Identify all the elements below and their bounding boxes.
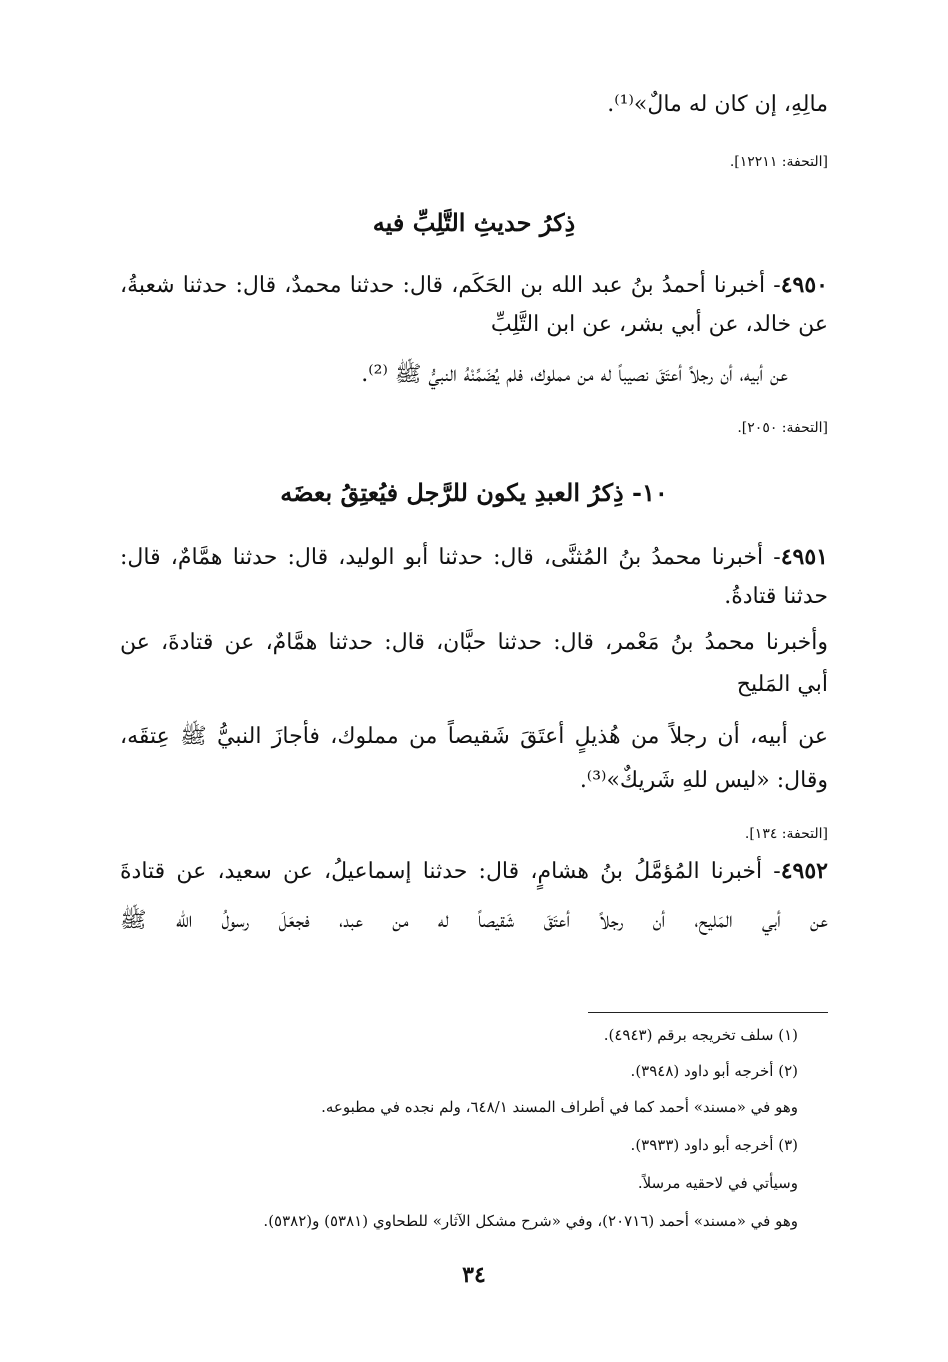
hadith-4951-line-1: [120, 544, 828, 570]
hadith-4951-line-4: أبي المَليح: [736, 672, 828, 697]
hadith-4952-line-2: عن أبي المَليح، أن رجلاً أعتَقَ شَقيصاً له من عبد، فجعَلَ رسولُ الله ﷺ: [120, 908, 828, 933]
hadith-text: - أخبرنا المُؤمَّلُ بنُ هشامٍ، قال: حدثنا إسماعيلُ، عن سعيد، عن قتادةَ: [120, 859, 781, 884]
hadith-number: ٤٩٥٠: [780, 272, 828, 298]
hadith-4950-line-1: [120, 272, 828, 298]
tuhfa-reference: [التحفة: ١٣٤].: [744, 826, 828, 842]
hadith-4951-line-5: عن أبيه، أن رجلاً من هُذيلٍ أعتَقَ شَقيصاً من مملوك، فأجازَ النبيُّ ﷺ عِتقَه،: [120, 724, 828, 749]
footnote-2: (٢) أخرجه أبو داود (٣٩٤٨).: [630, 1062, 798, 1080]
footnote-3-continued-2: وهو في «مسند» أحمد (٢٠٧١٦)، وفي «شرح مشكل الآثار» للطحاوي (٥٣٨١) و(٥٣٨٢).: [263, 1212, 798, 1230]
hadith-4950-line-2: عن خالد، عن أبي بشر، عن ابن التَّلِبِّ: [490, 312, 828, 337]
hadith-text: - أخبرنا محمدُ بنُ المُثنَّى، قال: حدثنا أبو الوليد، قال: حدثنا همَّامٌ، قال:: [120, 545, 781, 570]
hadith-4951-line-6: وقال: «ليس للهِ شَريكٌ»⁽³⁾.: [579, 768, 828, 793]
hadith-4951-line-3: وأخبرنا محمدُ بنُ مَعْمر، قال: حدثنا حبَّان، قال: حدثنا همَّامٌ، عن قتادةَ، عن: [120, 630, 828, 655]
footnote-3-continued: وسيأتي في لاحقيه مرسلاً.: [637, 1174, 798, 1192]
footnote-3: (٣) أخرجه أبو داود (٣٩٣٣).: [630, 1136, 798, 1154]
tuhfa-reference: [التحفة: ٢٠٥٠].: [737, 420, 828, 436]
page-number: ٣٤: [462, 1262, 486, 1288]
hadith-4950-line-3: عن أبيه، أن رجلاً أعتَقَ نصيباً له من مملوك، فلم يُضَمِّنْهُ النبيُّ ﷺ ⁽²⁾.: [361, 362, 788, 387]
footnote-1: (١) سلف تخريجه برقم (٤٩٤٣).: [603, 1026, 798, 1044]
tuhfa-reference: [التحفة: ١٢٢١١].: [729, 154, 828, 170]
hadith-number: ٤٩٥٢: [780, 858, 828, 884]
footnote-2-continued: وهو في «مسند» أحمد كما في أطراف المسند ٦٤٨/١، ولم نجده في مطبوعه.: [321, 1098, 798, 1116]
hadith-4952-line-1: [120, 858, 828, 884]
continuation-line: مالِهِ، إن كان له مالٌ»⁽¹⁾.: [607, 92, 828, 117]
footnote-separator: [588, 1012, 828, 1013]
hadith-text: - أخبرنا أحمدُ بنُ عبد الله بن الحَكَم، قال: حدثنا محمدٌ، قال: حدثنا شعبةُ،: [120, 273, 781, 298]
section-heading: ذِكرُ حديثِ التَّلِبِّ فيه: [372, 208, 576, 237]
hadith-number: ٤٩٥١: [780, 544, 828, 570]
hadith-4951-line-2: حدثنا قتادةُ.: [724, 584, 828, 609]
section-heading: ١٠- ذِكرُ العبدِ يكون للرَّجل فيُعتِقُ بعضَه: [280, 478, 668, 507]
